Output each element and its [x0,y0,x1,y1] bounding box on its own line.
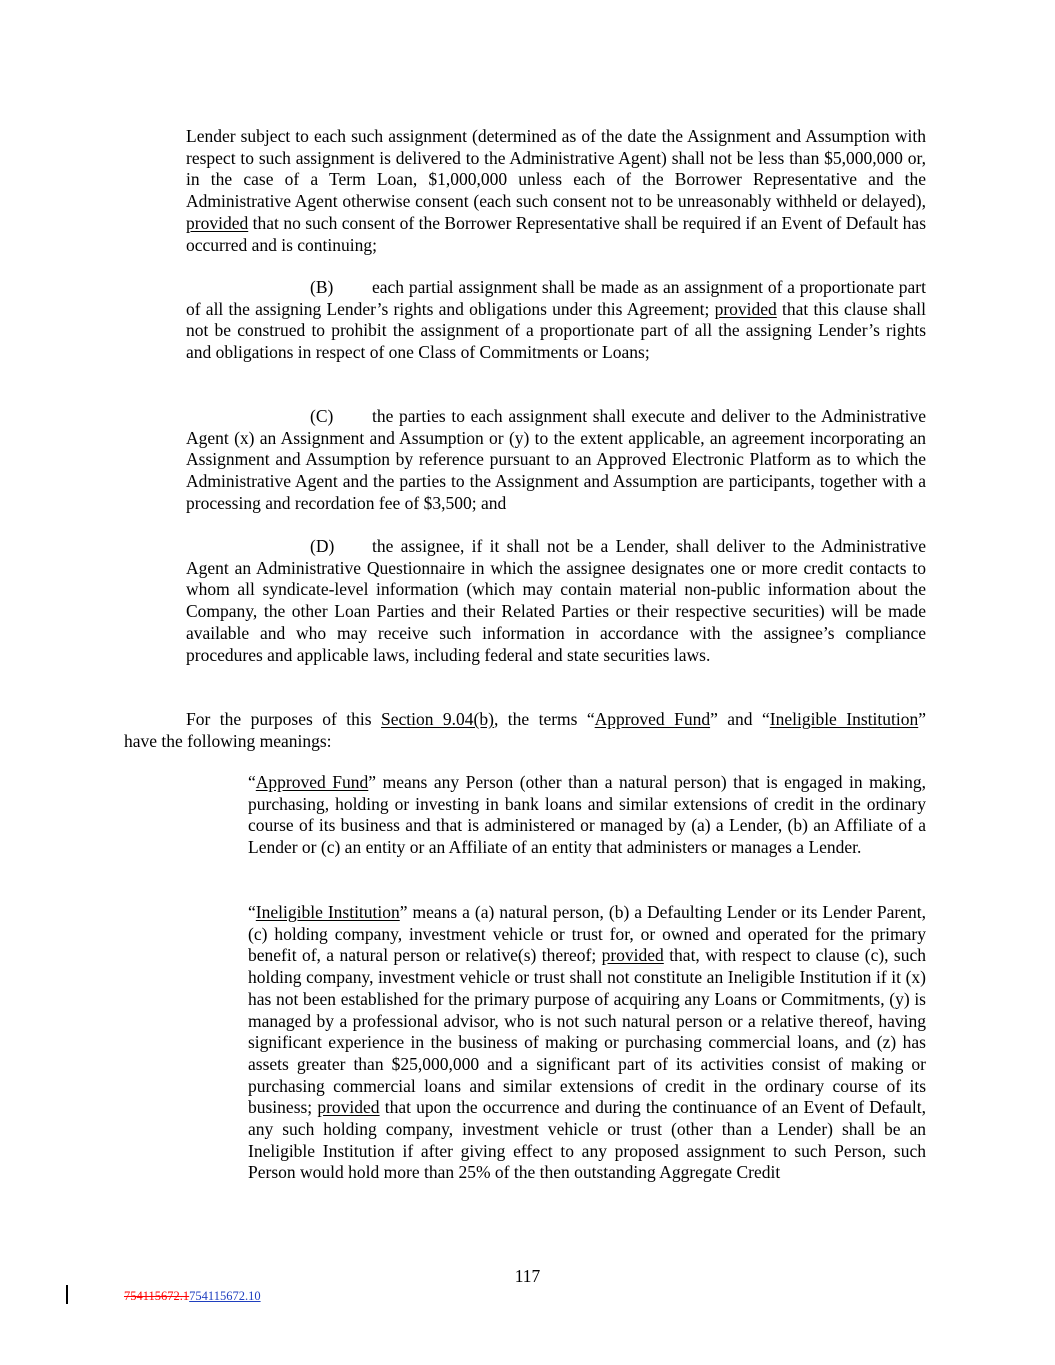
provided-term: provided [601,945,664,966]
paragraph-text: that no such consent of the Borrower Representative shall be required if an Event of Default has occurred and is continuing; [186,212,927,255]
paragraph-text: that upon the occurrence and during the continuance of an Event of Default, any such holding company, investment vehicle or trust (other than a Lender) shall be an Ineligible Institution if after giving effect to any proposed assignment to such Person, such Person would hold more than 25% of the then outstanding Aggregate Credit [248,1097,927,1183]
quote-mark: “ [248,772,256,792]
defined-term: Ineligible Institution [769,709,919,729]
paragraph-text: ” and “ [710,709,770,729]
definitions-intro-paragraph [124,709,926,752]
clause-d-paragraph [186,536,926,666]
change-bar [66,1285,68,1304]
paragraph-text: , the terms “ [493,709,595,729]
defined-term: Ineligible Institution [255,902,400,922]
document-id [124,1289,261,1304]
approved-fund-definition [248,772,926,859]
quote-mark: “ [248,902,256,922]
clause-b-paragraph [186,277,926,364]
paragraph-text: ” means any Person (other than a natural person) that is engaged in making, purchasing, holding or investing in bank loans and similar extensions of credit in the ordinary course of its business and that is administered or managed by (a) a Lender, (b) an Affiliate of a Lender or (c) an entity or an Affiliate of an entity that administers or manages a Lender. [248,772,926,858]
provided-term: provided [186,212,249,233]
provided-term: provided [714,298,777,319]
clause-c-paragraph [186,406,926,515]
section-reference-link[interactable]: Section 9.04(b) [380,709,494,729]
defined-term: Approved Fund [255,772,369,792]
deleted-doc-id: 754115672.1 [124,1289,190,1303]
defined-term: Approved Fund [594,709,711,729]
paragraph-text: the parties to each assignment shall execute and deliver to the Administrative Agent (x) an Assignment and Assumption or (y) to the extent applicable, an agreement incorporating an Assignment and Assumption by reference pursuant to an Approved Electronic Platform as to which the Administrative Agent and the parties to the Assignment and Assumption are participants, together with a processing and recordation fee of $3,500; and [186,406,926,513]
paragraph-text: Lender subject to each such assignment (determined as of the date the Assignment and Assumption with respect to such assignment is delivered to the Administrative Agent) shall not be less than $5,000,000 or, in the case of a Term Loan, $1,000,000 unless each of the Borrower Representative and the Administrative Agent otherwise consent (each such consent not to be unreasonably withheld or delayed), [186,126,926,212]
paragraph-text: that this clause shall not be construed to prohibit the assignment of a proportionate part of all the assigning Lender’s rights and obligations in respect of one Class of Commitments or Loans; [186,298,927,363]
inserted-doc-id: 754115672.10 [189,1289,261,1303]
paragraph-text: that, with respect to clause (c), such holding company, investment vehicle or trust shall not constitute an Ineligible Institution if it (x) has not been established for the primary purpose of acquiring any Loans or Commitments, (y) is managed by a professional advisor, who is not such natural person or a relative thereof, having significant experience in the business of making or purchasing commercial loans, and (z) has assets greater than $25,000,000 and a significant part of its activities consist of making or purchasing commercial loans and similar extensions of credit in the ordinary course of its business; [248,945,926,1118]
clause-label: (C) [310,406,334,426]
paragraph-text: each partial assignment shall be made as an assignment of a proportionate part of all the assigning Lender’s rights and obligations under this Agreement; [186,277,926,319]
paragraph-text: ” means a (a) natural person, (b) a Defaulting Lender or its Lender Parent, (c) holding company, investment vehicle or trust for, or owned and operated for the primary benefit of, a natural person or relative(s) thereof; [248,902,926,966]
ineligible-institution-definition [248,902,926,1184]
clause-label: (D) [310,536,335,556]
provided-term: provided [317,1097,380,1118]
page-number: 117 [514,1266,541,1286]
paragraph-text: ” [918,709,926,729]
paragraph-text: have the following meanings: [124,730,332,751]
paragraph-text: For the purposes of this [186,709,372,729]
paragraph-text: the assignee, if it shall not be a Lender, shall deliver to the Administrative Agent an Administrative Questionnaire in which the assignee designates one or more credit contacts to whom all syndicate-level information (which may contain material non-public information about the Company, the other Loan Parties and their Related Parties or their respective securities) will be made available and who may receive such information in accordance with the assignee’s compliance procedures and applicable laws, including federal and state securities laws. [186,536,926,665]
clause-label: (B) [310,277,334,297]
assignment-minimum-paragraph [186,126,926,256]
